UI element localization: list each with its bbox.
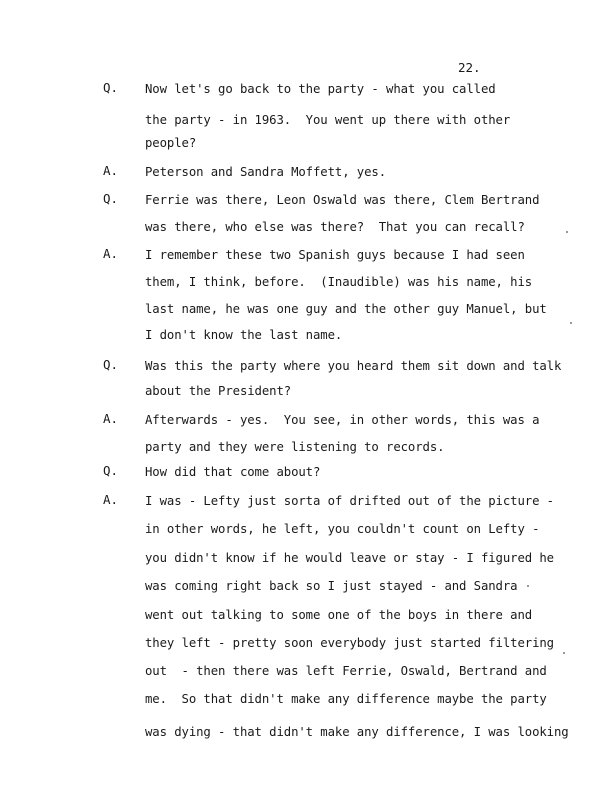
speaker-label: A. <box>103 492 119 507</box>
transcript-line: was there, who else was there? That you can recall? <box>145 220 525 234</box>
speaker-label: Q. <box>103 357 119 372</box>
transcript-line: Peterson and Sandra Moffett, yes. <box>145 165 387 179</box>
transcript-line: you didn't know if he would leave or stay - I figured he <box>145 551 554 565</box>
transcript-line: out - then there was left Ferrie, Oswald, Bertrand and <box>145 664 547 678</box>
transcript-line: in other words, he left, you couldn't count on Lefty - <box>145 522 540 536</box>
transcript-line: me. So that didn't make any difference maybe the party <box>145 692 547 706</box>
scan-speck <box>563 652 565 654</box>
transcript-line: I remember these two Spanish guys because I had seen <box>145 248 525 262</box>
transcript-line: Now let's go back to the party - what you called <box>145 82 496 96</box>
transcript-line: I was - Lefty just sorta of drifted out of the picture - <box>145 494 554 508</box>
scan-speck <box>570 322 572 324</box>
transcript-line: people? <box>145 136 197 150</box>
transcript-line: Was this the party where you heard them sit down and talk <box>145 359 562 373</box>
transcript-line: went out talking to some one of the boys in there and <box>145 608 533 622</box>
transcript-line: I don't know the last name. <box>145 328 343 342</box>
transcript-line: Afterwards - yes. You see, in other words, this was a <box>145 413 540 427</box>
scan-speck <box>527 585 529 587</box>
transcript-line: was dying - that didn't make any difference, I was looking <box>145 725 569 739</box>
page-number: 22. <box>458 60 481 75</box>
transcript-line: Ferrie was there, Leon Oswald was there, Clem Bertrand <box>145 193 540 207</box>
transcript-line: them, I think, before. (Inaudible) was his name, his <box>145 275 533 289</box>
speaker-label: Q. <box>103 463 119 478</box>
transcript-line: they left - pretty soon everybody just started filtering <box>145 636 554 650</box>
transcript-line: about the President? <box>145 384 292 398</box>
speaker-label: Q. <box>103 191 119 206</box>
speaker-label: A. <box>103 246 119 261</box>
scan-speck <box>566 231 568 233</box>
transcript-line: was coming right back so I just stayed - and Sandra <box>145 579 518 593</box>
transcript-line: the party - in 1963. You went up there with other <box>145 113 511 127</box>
speaker-label: A. <box>103 163 119 178</box>
transcript-line: How did that come about? <box>145 465 321 479</box>
transcript-line: last name, he was one guy and the other guy Manuel, but <box>145 302 547 316</box>
transcript-line: party and they were listening to records. <box>145 440 445 454</box>
speaker-label: Q. <box>103 80 119 95</box>
speaker-label: A. <box>103 411 119 426</box>
